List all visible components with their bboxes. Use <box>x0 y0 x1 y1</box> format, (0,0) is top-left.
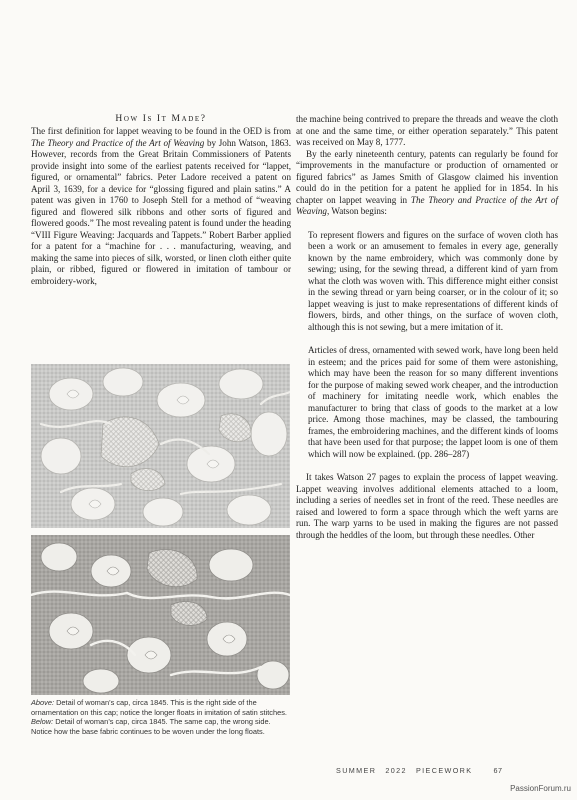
right-column <box>296 114 558 541</box>
paragraph: By the early nineteenth century, patents can regularly be found for “improvements in the manufacture or production of ornamented or figured fabrics” as James Smith of Glasgow claimed his invention could do in the petition for a patent he applied for in 1854. In his chapter on lappet weaving in The Theory and Practice of the Art of Weaving, Watson begins: <box>296 148 558 216</box>
footer-magazine: PIECEWORK <box>415 766 473 775</box>
section-heading: How Is It Made? <box>115 114 207 124</box>
site-watermark: PassionForum.ru <box>510 784 571 793</box>
page-number: 67 <box>493 766 503 775</box>
lace-photo-wrong-side <box>31 535 290 695</box>
footer-year: 2022 <box>385 766 407 775</box>
paragraph: It takes Watson 27 pages to explain the process of lappet weaving. Lappet weaving involves additional elements attached to a loom, including a series of needles set in front of the reed. These needles are raised and lowered to form a space through which the weft yarns are run. The warp yarns to be used in making the figures are not passed through the heddles of the loom, but through these needles. Other <box>296 472 558 540</box>
lace-photo-right-side <box>31 364 290 528</box>
paragraph: The first definition for lappet weaving to be found in the OED is from The Theory and Practice of the Art of Weaving by John Watson, 1863. However, records from the Great Britain Commissioners of Patents provide insight into some of the earliest patents received for “lappet, figured, or ornamental” fabrics. Peter Ladore received a patent on April 3, 1639, for a device for “glossing figured and plain satins.” A patent was given in 1760 to Joseph Stell for a method of “weaving figured and flowered silk ribbons and other sorts of figured and flowered goods.” The most revealing patent is found under the heading “VIII Figure Weaving: Jacquards and Tappets.” Robert Barber applied for a patent for a “machine for . . . manufacturing, weaving, and making the same into pieces of silk, worsted, or linen cloth either quite plain, or ribbed, figured or flowered in imitation of tambour or embroidery-work, <box>31 126 291 286</box>
photo-caption: Above: Detail of woman’s cap, circa 1845. This is the right side of the ornamentation on this cap; notice the longer floats in imitation of satin stitches. Below: Detail of woman’s cap, circa 1845. The same cap, the wrong side. Notice how the base fabric continues to be woven under the long floats. <box>31 698 287 736</box>
left-column <box>31 114 291 287</box>
page-footer <box>336 766 511 775</box>
quote-paragraph: To represent flowers and figures on the surface of woven cloth has been a work or an amusement to females in every age, generally known by the name embroidery, which was commonly done by sewing; using, for the sewing thread, a different kind of yarn from what the cloth was woven with. This difference might either consist in the sewing thread or yarn being coarser, or in the colour of it; so lappet weaving is just to make representations of different kinds of flowers, birds, and other things, on the surface of woven cloth, although this is not sewing, but a mere imitation of it. <box>308 229 558 332</box>
quote-paragraph: Articles of dress, ornamented with sewed work, have long been held in esteem; and the prices paid for some of them were astonishing, which may have been the reason for so many different inventions for the purpose of making sewed work cheaper, and the introduction of machinery for imitating needle work, which enables the manufacturer to bring that class of goods to the market at a low price. Among those machines, may be classed, the tambouring frames, the embroidering machines, and the different kinds of looms that have been used for that purpose; the lappet loom is one of them which will now be explained. (pp. 286–287) <box>308 345 558 459</box>
block-quote <box>308 230 558 461</box>
left-body <box>31 126 291 287</box>
paragraph: the machine being contrived to prepare the threads and weave the cloth at one and the same time, or either operation separately.” This patent was received on May 8, 1777. <box>296 114 558 147</box>
footer-season: SUMMER <box>336 766 377 775</box>
